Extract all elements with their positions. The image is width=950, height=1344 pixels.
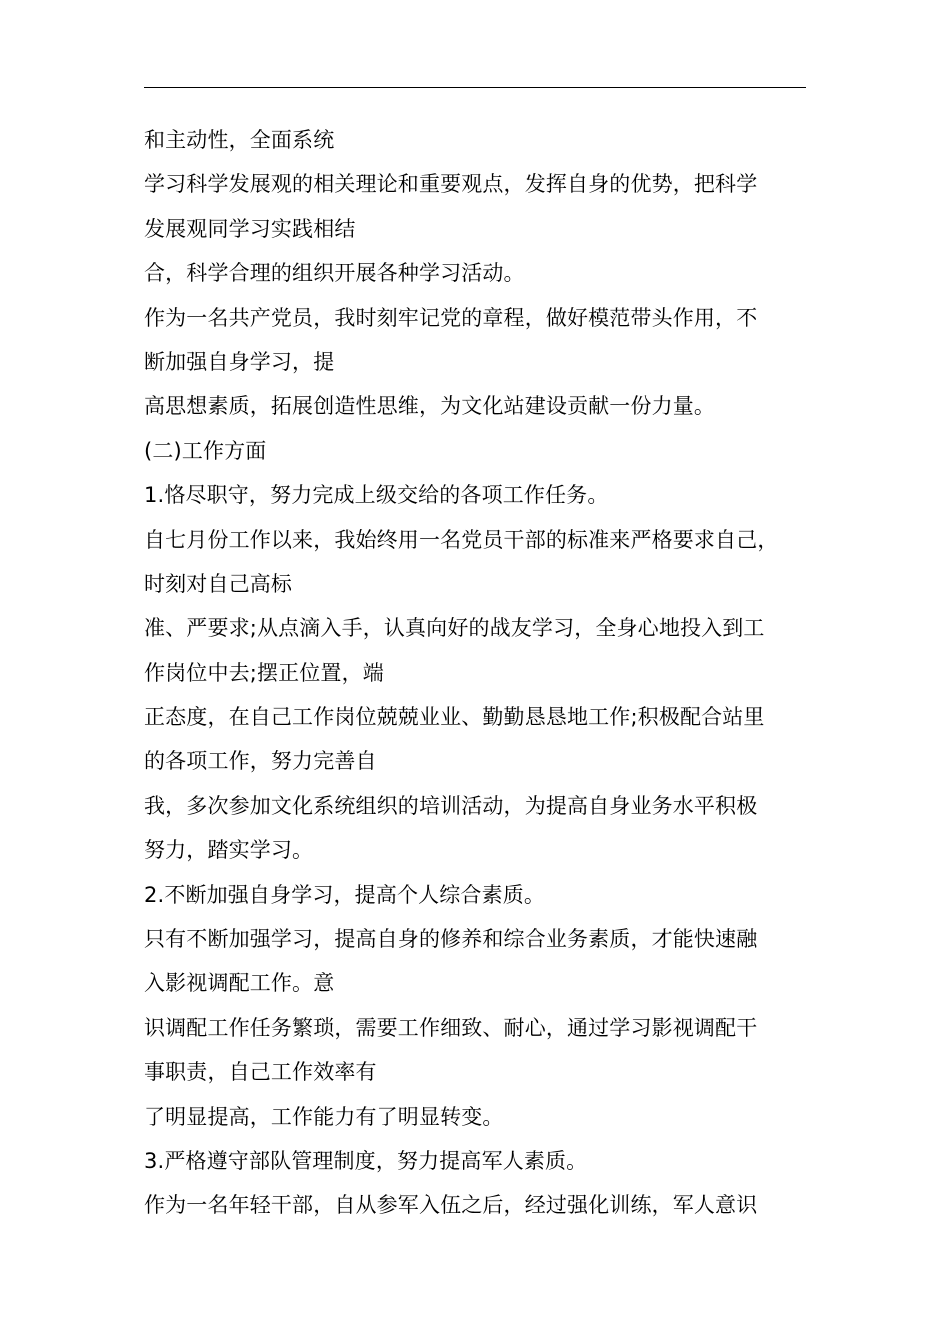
text-line: 发展观同学习实践相结 bbox=[144, 216, 356, 241]
text-line: 合，科学合理的组织开展各种学习活动。 bbox=[144, 261, 525, 286]
text-line: 和主动性，全面系统 bbox=[144, 128, 335, 152]
header-divider bbox=[144, 87, 806, 88]
text-line: 入影视调配工作。意 bbox=[144, 971, 335, 996]
text-line: 了明显提高，工作能力有了明显转变。 bbox=[144, 1104, 504, 1129]
item-heading: 2.不断加强自身学习，提高个人综合素质。 bbox=[144, 882, 546, 907]
text-line: 断加强自身学习，提 bbox=[144, 349, 335, 374]
text-line: 正态度，在自己工作岗位兢兢业业、勤勤恳恳地工作;积极配合站里 bbox=[144, 705, 765, 730]
text-line: 作为一名年轻干部，自从参军入伍之后，经过强化训练，军人意识 bbox=[144, 1193, 758, 1218]
text-line: 作为一名共产党员，我时刻牢记党的章程，做好模范带头作用，不 bbox=[144, 305, 758, 330]
item-heading: 1.恪尽职守，努力完成上级交给的各项工作任务。 bbox=[144, 483, 609, 508]
text-line: 我，多次参加文化系统组织的培训活动，为提高自身业务水平积极 bbox=[144, 793, 758, 818]
text-line: 只有不断加强学习，提高自身的修养和综合业务素质，才能快速融 bbox=[144, 927, 758, 952]
section-heading: (二)工作方面 bbox=[144, 438, 267, 463]
text-line: 学习科学发展观的相关理论和重要观点，发挥自身的优势，把科学 bbox=[144, 172, 758, 197]
text-line: 识调配工作任务繁琐，需要工作细致、耐心，通过学习影视调配干 bbox=[144, 1015, 758, 1040]
text-line: 时刻对自己高标 bbox=[144, 571, 293, 596]
text-line: 准、严要求;从点滴入手，认真向好的战友学习，全身心地投入到工 bbox=[144, 616, 765, 641]
text-line: 努力，踏实学习。 bbox=[144, 838, 314, 863]
text-line: 自七月份工作以来，我始终用一名党员干部的标准来严格要求自己， bbox=[144, 527, 779, 552]
text-line: 的各项工作，努力完善自 bbox=[144, 749, 377, 774]
text-line: 高思想素质，拓展创造性思维，为文化站建设贡献一份力量。 bbox=[144, 394, 716, 419]
document-body bbox=[144, 118, 824, 1228]
item-heading: 3.严格遵守部队管理制度，努力提高军人素质。 bbox=[144, 1148, 588, 1173]
text-line: 事职责，自己工作效率有 bbox=[144, 1060, 377, 1085]
text-line: 作岗位中去;摆正位置，端 bbox=[144, 660, 384, 685]
